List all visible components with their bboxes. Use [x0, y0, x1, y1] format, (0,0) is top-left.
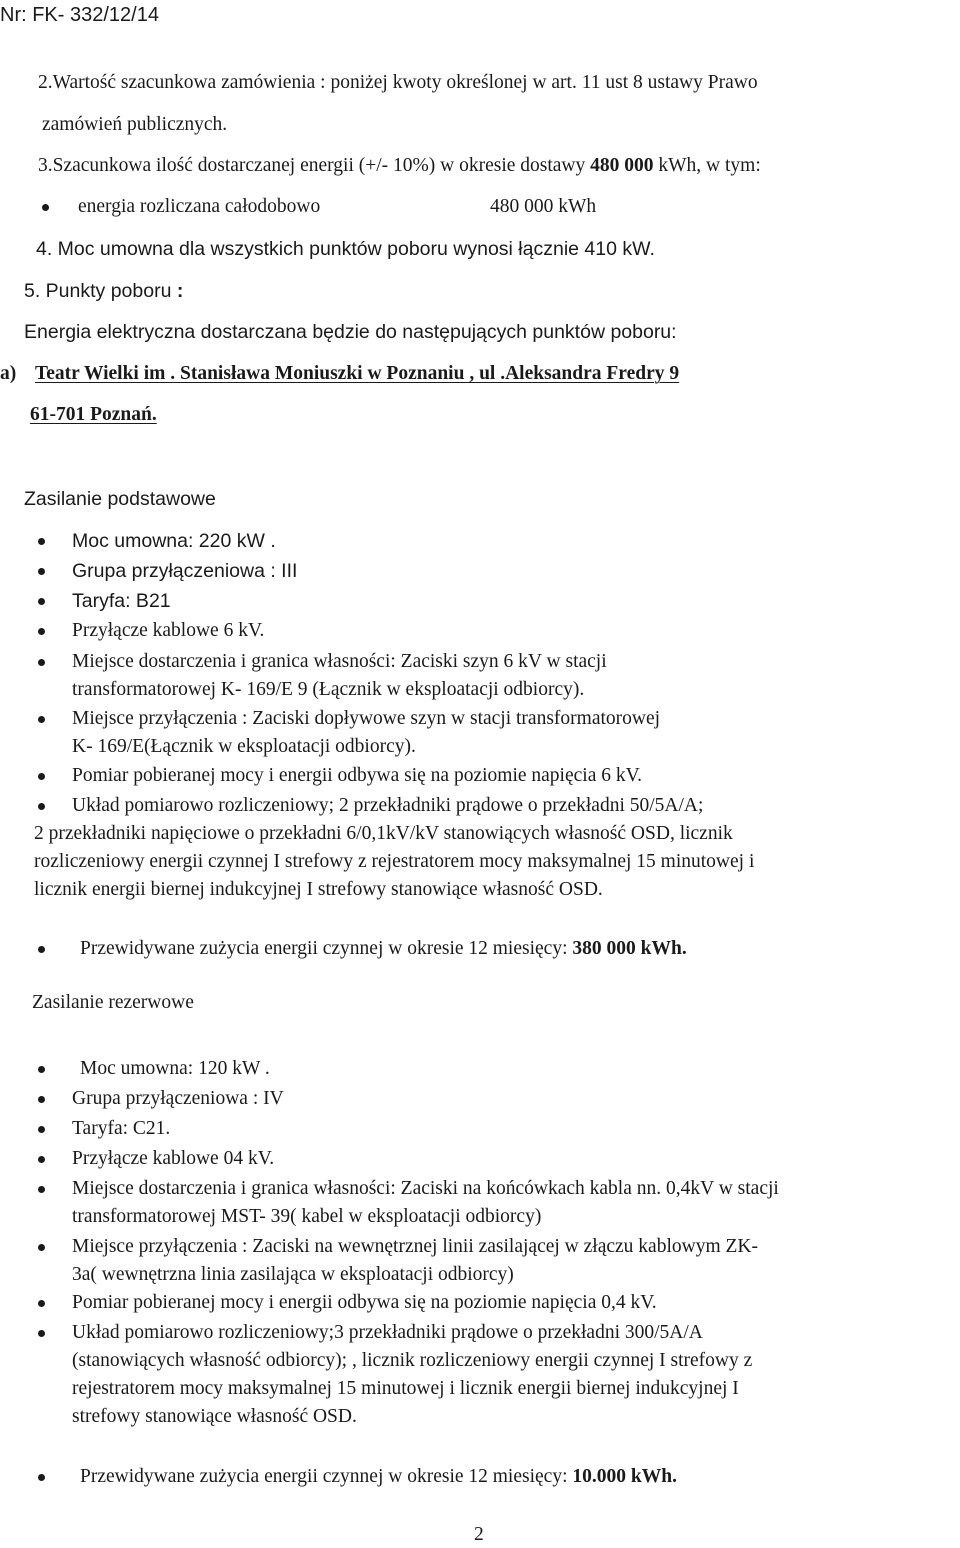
backup-measurement: Pomiar pobieranej mocy i energii odbywa się na poziomie napięcia 0,4 kV. — [72, 1292, 657, 1313]
bullet-icon — [38, 946, 45, 953]
backup-connection-place-line-2: 3a( wewnętrzna linia zasilająca w eksploatacji odbiorcy) — [72, 1264, 514, 1285]
item-5 — [24, 280, 183, 302]
bullet-icon — [38, 1300, 45, 1307]
bullet-icon — [38, 1186, 45, 1193]
primary-tariff: Taryfa: B21 — [72, 590, 171, 612]
bullet-icon — [38, 659, 45, 666]
backup-connection-place-line-1: Miejsce przyłączenia : Zaciski na wewnętrznej linii zasilającej w złączu kablowym ZK- — [72, 1236, 758, 1257]
primary-connection-group: Grupa przyłączeniowa : III — [72, 560, 298, 582]
point-a-name-line-2: 61-701 Poznań. — [30, 404, 157, 425]
document-number: Nr: FK- 332/12/14 — [0, 4, 159, 26]
bullet-icon — [38, 716, 45, 723]
primary-usage-value: 380 000 kWh. — [572, 938, 687, 959]
backup-heading: Zasilanie rezerwowe — [32, 992, 194, 1013]
backup-cable-connection: Przyłącze kablowe 04 kV. — [72, 1148, 275, 1169]
primary-supply-place-line-1: Miejsce dostarczenia i granica własności: Zaciski szyn 6 kV w stacji — [72, 651, 607, 672]
backup-tariff: Taryfa: C21. — [72, 1118, 171, 1139]
primary-metering-line-4: licznik energii biernej indukcyjnej I strefowy stanowiące własność OSD. — [34, 879, 603, 900]
backup-metering-line-3: rejestratorem mocy maksymalnej 15 minutowej i licznik energii biernej indukcyjnej I — [72, 1378, 739, 1399]
primary-usage-label: Przewidywane zużycia energii czynnej w okresie 12 miesięcy: — [80, 938, 573, 959]
backup-supply-place-line-1: Miejsce dostarczenia i granica własności: Zaciski na końcówkach kabla nn. 0,4kV w stacji — [72, 1178, 779, 1199]
bullet-icon — [38, 803, 45, 810]
bullet-icon — [38, 1244, 45, 1251]
item-5-label: 5. Punkty poboru — [24, 280, 177, 302]
backup-metering-line-2: (stanowiących własność odbiorcy); , licznik rozliczeniowy energii czynnej I strefowy z — [72, 1350, 753, 1371]
bullet-icon — [38, 1066, 45, 1073]
bullet-icon — [38, 773, 45, 780]
delivery-points-intro: Energia elektryczna dostarczana będzie do następujących punktów poboru: — [24, 321, 677, 343]
point-a-name-line-1: Teatr Wielki im . Stanisława Moniuszki w Poznaniu , ul .Aleksandra Fredry 9 — [35, 363, 680, 384]
item-3 — [38, 155, 761, 177]
bullet-icon — [38, 1474, 45, 1481]
bullet-icon — [38, 1330, 45, 1337]
bullet-icon — [42, 204, 49, 211]
item-3-suffix: kWh, w tym: — [653, 155, 761, 176]
item-5-colon: : — [176, 280, 184, 302]
bullet-icon — [38, 538, 45, 545]
primary-cable-connection: Przyłącze kablowe 6 kV. — [72, 620, 265, 641]
primary-metering-line-3: rozliczeniowy energii czynnej I strefowy z rejestratorem mocy maksymalnej 15 minutowej i — [34, 851, 755, 872]
bullet-icon — [38, 1156, 45, 1163]
bullet-icon — [38, 1096, 45, 1103]
primary-metering-line-2: 2 przekładniki napięciowe o przekładni 6/0,1kV/kV stanowiących własność OSD, licznik — [34, 823, 733, 844]
backup-usage-label: Przewidywane zużycia energii czynnej w okresie 12 miesięcy: — [80, 1466, 573, 1487]
item-3-amount: 480 000 — [590, 155, 654, 176]
bullet-icon — [38, 568, 45, 575]
primary-supply-place-line-2: transformatorowej K- 169/E 9 (Łącznik w eksploatacji odbiorcy). — [72, 679, 585, 700]
item-4: 4. Moc umowna dla wszystkich punktów poboru wynosi łącznie 410 kW. — [36, 238, 655, 260]
backup-usage — [80, 1466, 677, 1488]
energy-label: energia rozliczana całodobowo — [78, 196, 321, 217]
primary-connection-place-line-2: K- 169/E(Łącznik w eksploatacji odbiorcy). — [72, 736, 416, 757]
primary-heading: Zasilanie podstawowe — [24, 488, 216, 510]
item-2-line-2: zamówień publicznych. — [42, 114, 228, 135]
backup-contracted-power: Moc umowna: 120 kW . — [80, 1058, 270, 1079]
backup-connection-group: Grupa przyłączeniowa : IV — [72, 1088, 284, 1109]
primary-usage — [80, 938, 687, 960]
energy-value: 480 000 kWh — [490, 196, 597, 217]
backup-metering-line-1: Układ pomiarowo rozliczeniowy;3 przekładniki prądowe o przekładni 300/5A/A — [72, 1322, 703, 1343]
backup-supply-place-line-2: transformatorowej MST- 39( kabel w eksploatacji odbiorcy) — [72, 1206, 542, 1227]
page-number: 2 — [474, 1524, 484, 1545]
primary-measurement: Pomiar pobieranej mocy i energii odbywa się na poziomie napięcia 6 kV. — [72, 765, 643, 786]
bullet-icon — [38, 628, 45, 635]
bullet-icon — [38, 1126, 45, 1133]
bullet-icon — [38, 598, 45, 605]
backup-metering-line-4: strefowy stanowiące własność OSD. — [72, 1406, 357, 1427]
primary-metering-line-1: Układ pomiarowo rozliczeniowy; 2 przekładniki prądowe o przekładni 50/5A/A; — [72, 795, 704, 816]
point-a-marker: a) — [0, 363, 17, 384]
item-3-prefix: 3.Szacunkowa ilość dostarczanej energii (+/- 10%) w okresie dostawy — [38, 155, 591, 176]
primary-contracted-power: Moc umowna: 220 kW . — [72, 530, 276, 552]
primary-connection-place-line-1: Miejsce przyłączenia : Zaciski dopływowe szyn w stacji transformatorowej — [72, 708, 661, 729]
backup-usage-value: 10.000 kWh. — [572, 1466, 677, 1487]
item-2-line-1: 2.Wartość szacunkowa zamówienia : poniżej kwoty określonej w art. 11 ust 8 ustawy Prawo — [38, 72, 758, 93]
